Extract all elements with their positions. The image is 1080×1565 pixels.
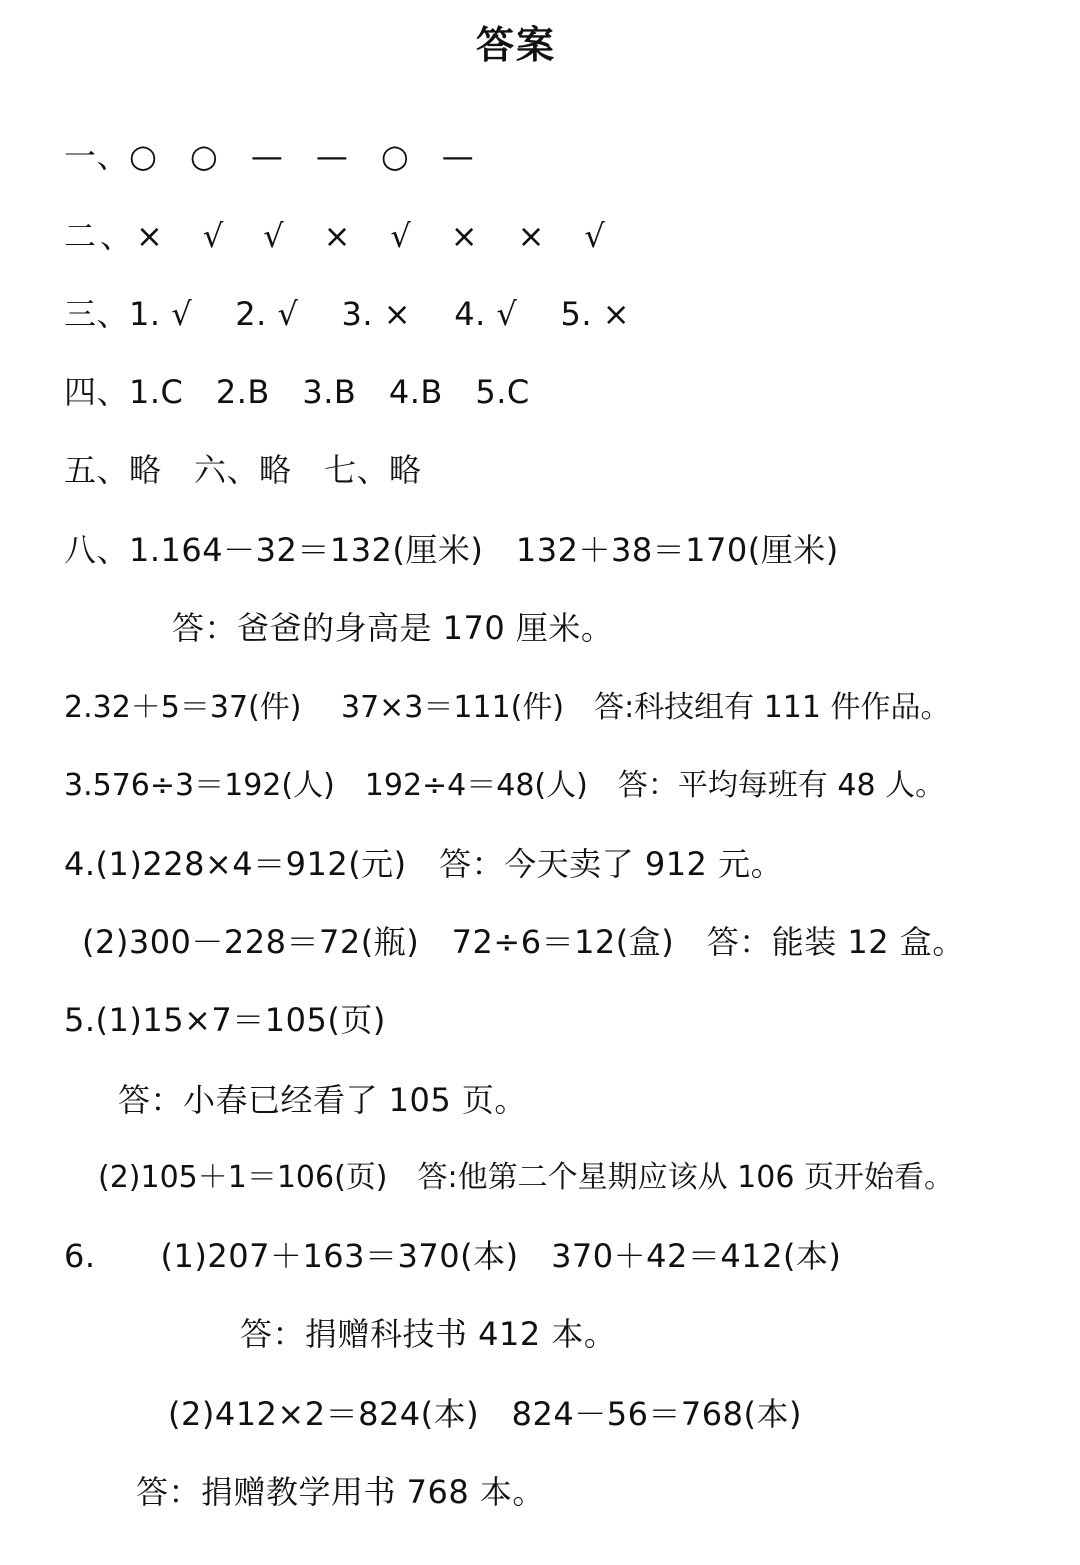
- answer-line-10: 4.(1)228×4＝912(元) 答：今天卖了 912 元。: [64, 845, 784, 883]
- answer-line-7: 答：爸爸的身高是 170 厘米。: [172, 609, 614, 647]
- answer-line-5: 五、略 六、略 七、略: [64, 451, 422, 489]
- page-title: 答案: [475, 23, 556, 67]
- answer-line-9: 3.576÷3＝192(人) 192÷4＝48(人) 答：平均每班有 48 人。: [64, 768, 946, 803]
- answer-line-2: 二、× √ √ × √ × × √: [64, 217, 609, 255]
- answer-line-11: (2)300－228＝72(瓶) 72÷6＝12(盒) 答：能装 12 盒。: [82, 923, 965, 961]
- answer-line-12: 5.(1)15×7＝105(页): [64, 1001, 386, 1039]
- answer-line-18: 答：捐赠教学用书 768 本。: [136, 1473, 545, 1511]
- answer-line-15: 6. (1)207＋163＝370(本) 370＋42＝412(本): [64, 1237, 842, 1275]
- answer-line-3: 三、1. √ 2. √ 3. × 4. √ 5. ×: [64, 295, 631, 333]
- answer-line-1: 一、○ ○ — — ○ —: [64, 137, 475, 175]
- answer-line-14: (2)105＋1＝106(页) 答:他第二个星期应该从 106 页开始看。: [98, 1160, 954, 1195]
- answer-line-16: 答：捐赠科技书 412 本。: [240, 1315, 617, 1353]
- answer-line-6: 八、1.164－32＝132(厘米) 132＋38＝170(厘米): [64, 531, 839, 569]
- answer-line-4: 四、1.C 2.B 3.B 4.B 5.C: [64, 373, 530, 411]
- answer-line-17: (2)412×2＝824(本) 824－56＝768(本): [168, 1395, 802, 1433]
- answer-line-13: 答：小春已经看了 105 页。: [118, 1081, 527, 1119]
- answer-line-8: 2.32＋5＝37(件) 37×3＝111(件) 答:科技组有 111 件作品。: [64, 690, 951, 725]
